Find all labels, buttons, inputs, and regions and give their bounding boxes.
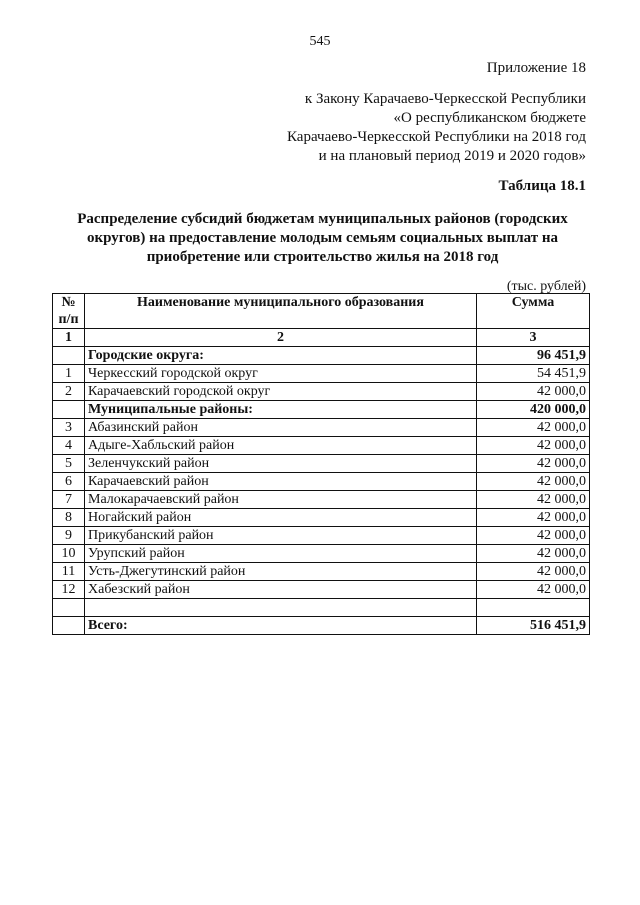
- table-header-row: [53, 294, 590, 329]
- row-sum: 42 000,0: [477, 563, 590, 581]
- column-index-row: [53, 329, 590, 347]
- column-index: 2: [85, 329, 477, 347]
- row-name: Городские округа:: [85, 347, 477, 365]
- row-name: Муниципальные районы:: [85, 401, 477, 419]
- table-row: [53, 419, 590, 437]
- table-number: Таблица 18.1: [498, 178, 586, 194]
- table-row: [53, 581, 590, 599]
- table-total-row: [53, 617, 590, 635]
- row-name: Адыге-Хабльский район: [85, 437, 477, 455]
- row-number: 8: [53, 509, 85, 527]
- law-reference-line: к Закону Карачаево-Черкесской Республики: [304, 91, 586, 107]
- row-number: 2: [53, 383, 85, 401]
- row-number: 5: [53, 455, 85, 473]
- total-sum: 516 451,9: [477, 617, 590, 635]
- row-name: Ногайский район: [85, 509, 477, 527]
- law-reference-line: и на плановый период 2019 и 2020 годов»: [318, 148, 586, 164]
- row-sum: 42 000,0: [477, 473, 590, 491]
- table-row: [53, 545, 590, 563]
- row-name: Абазинский район: [85, 419, 477, 437]
- row-number: 11: [53, 563, 85, 581]
- total-label: Всего:: [85, 617, 477, 635]
- empty-cell: [85, 599, 477, 617]
- table-row: [53, 383, 590, 401]
- total-number: [53, 617, 85, 635]
- row-name: Черкесский городской округ: [85, 365, 477, 383]
- column-index: 3: [477, 329, 590, 347]
- table-empty-row: [53, 599, 590, 617]
- law-reference: [287, 90, 586, 166]
- empty-cell: [53, 599, 85, 617]
- row-number: 6: [53, 473, 85, 491]
- row-number: [53, 401, 85, 419]
- row-sum: 54 451,9: [477, 365, 590, 383]
- row-number: 12: [53, 581, 85, 599]
- row-sum: 42 000,0: [477, 545, 590, 563]
- row-sum: 42 000,0: [477, 455, 590, 473]
- header-number-line1: №: [61, 295, 76, 310]
- row-name: Урупский район: [85, 545, 477, 563]
- row-name: Прикубанский район: [85, 527, 477, 545]
- table-row: [53, 365, 590, 383]
- law-reference-line: «О республиканском бюджете: [393, 110, 586, 126]
- table-row: [53, 563, 590, 581]
- header-sum: Сумма: [477, 294, 590, 329]
- row-name: Зеленчукский район: [85, 455, 477, 473]
- row-name: Карачаевский район: [85, 473, 477, 491]
- header-name: Наименование муниципального образования: [85, 294, 477, 329]
- row-sum: 42 000,0: [477, 491, 590, 509]
- row-name: Усть-Джегутинский район: [85, 563, 477, 581]
- row-number: [53, 347, 85, 365]
- row-sum: 42 000,0: [477, 419, 590, 437]
- table-row: [53, 527, 590, 545]
- row-sum: 42 000,0: [477, 527, 590, 545]
- row-sum: 420 000,0: [477, 401, 590, 419]
- table-row: [53, 455, 590, 473]
- row-number: 3: [53, 419, 85, 437]
- document-title: Распределение субсидий бюджетам муниципальных районов (городских округов) на предоставление молодым семьям социальных выплат на приобретение или строительство жилья на 2018 год: [77, 211, 568, 265]
- row-sum: 42 000,0: [477, 383, 590, 401]
- table-group-row: [53, 347, 590, 365]
- table-group-row: [53, 401, 590, 419]
- appendix-label: Приложение 18: [486, 60, 586, 76]
- row-number: 1: [53, 365, 85, 383]
- empty-cell: [477, 599, 590, 617]
- table-row: [53, 509, 590, 527]
- row-name: Хабезский район: [85, 581, 477, 599]
- table-row: [53, 437, 590, 455]
- header-number-line2: п/п: [58, 312, 79, 327]
- units-label: (тыс. рублей): [506, 279, 586, 294]
- row-number: 9: [53, 527, 85, 545]
- header-number: [53, 294, 85, 329]
- row-number: 7: [53, 491, 85, 509]
- row-sum: 96 451,9: [477, 347, 590, 365]
- row-name: Малокарачаевский район: [85, 491, 477, 509]
- row-number: 4: [53, 437, 85, 455]
- row-sum: 42 000,0: [477, 509, 590, 527]
- row-number: 10: [53, 545, 85, 563]
- column-index: 1: [53, 329, 85, 347]
- row-sum: 42 000,0: [477, 437, 590, 455]
- row-sum: 42 000,0: [477, 581, 590, 599]
- table-row: [53, 491, 590, 509]
- law-reference-line: Карачаево-Черкесской Республики на 2018 год: [287, 129, 586, 145]
- page-number: 545: [309, 34, 331, 49]
- row-name: Карачаевский городской округ: [85, 383, 477, 401]
- table-row: [53, 473, 590, 491]
- subsidy-table: [52, 293, 590, 635]
